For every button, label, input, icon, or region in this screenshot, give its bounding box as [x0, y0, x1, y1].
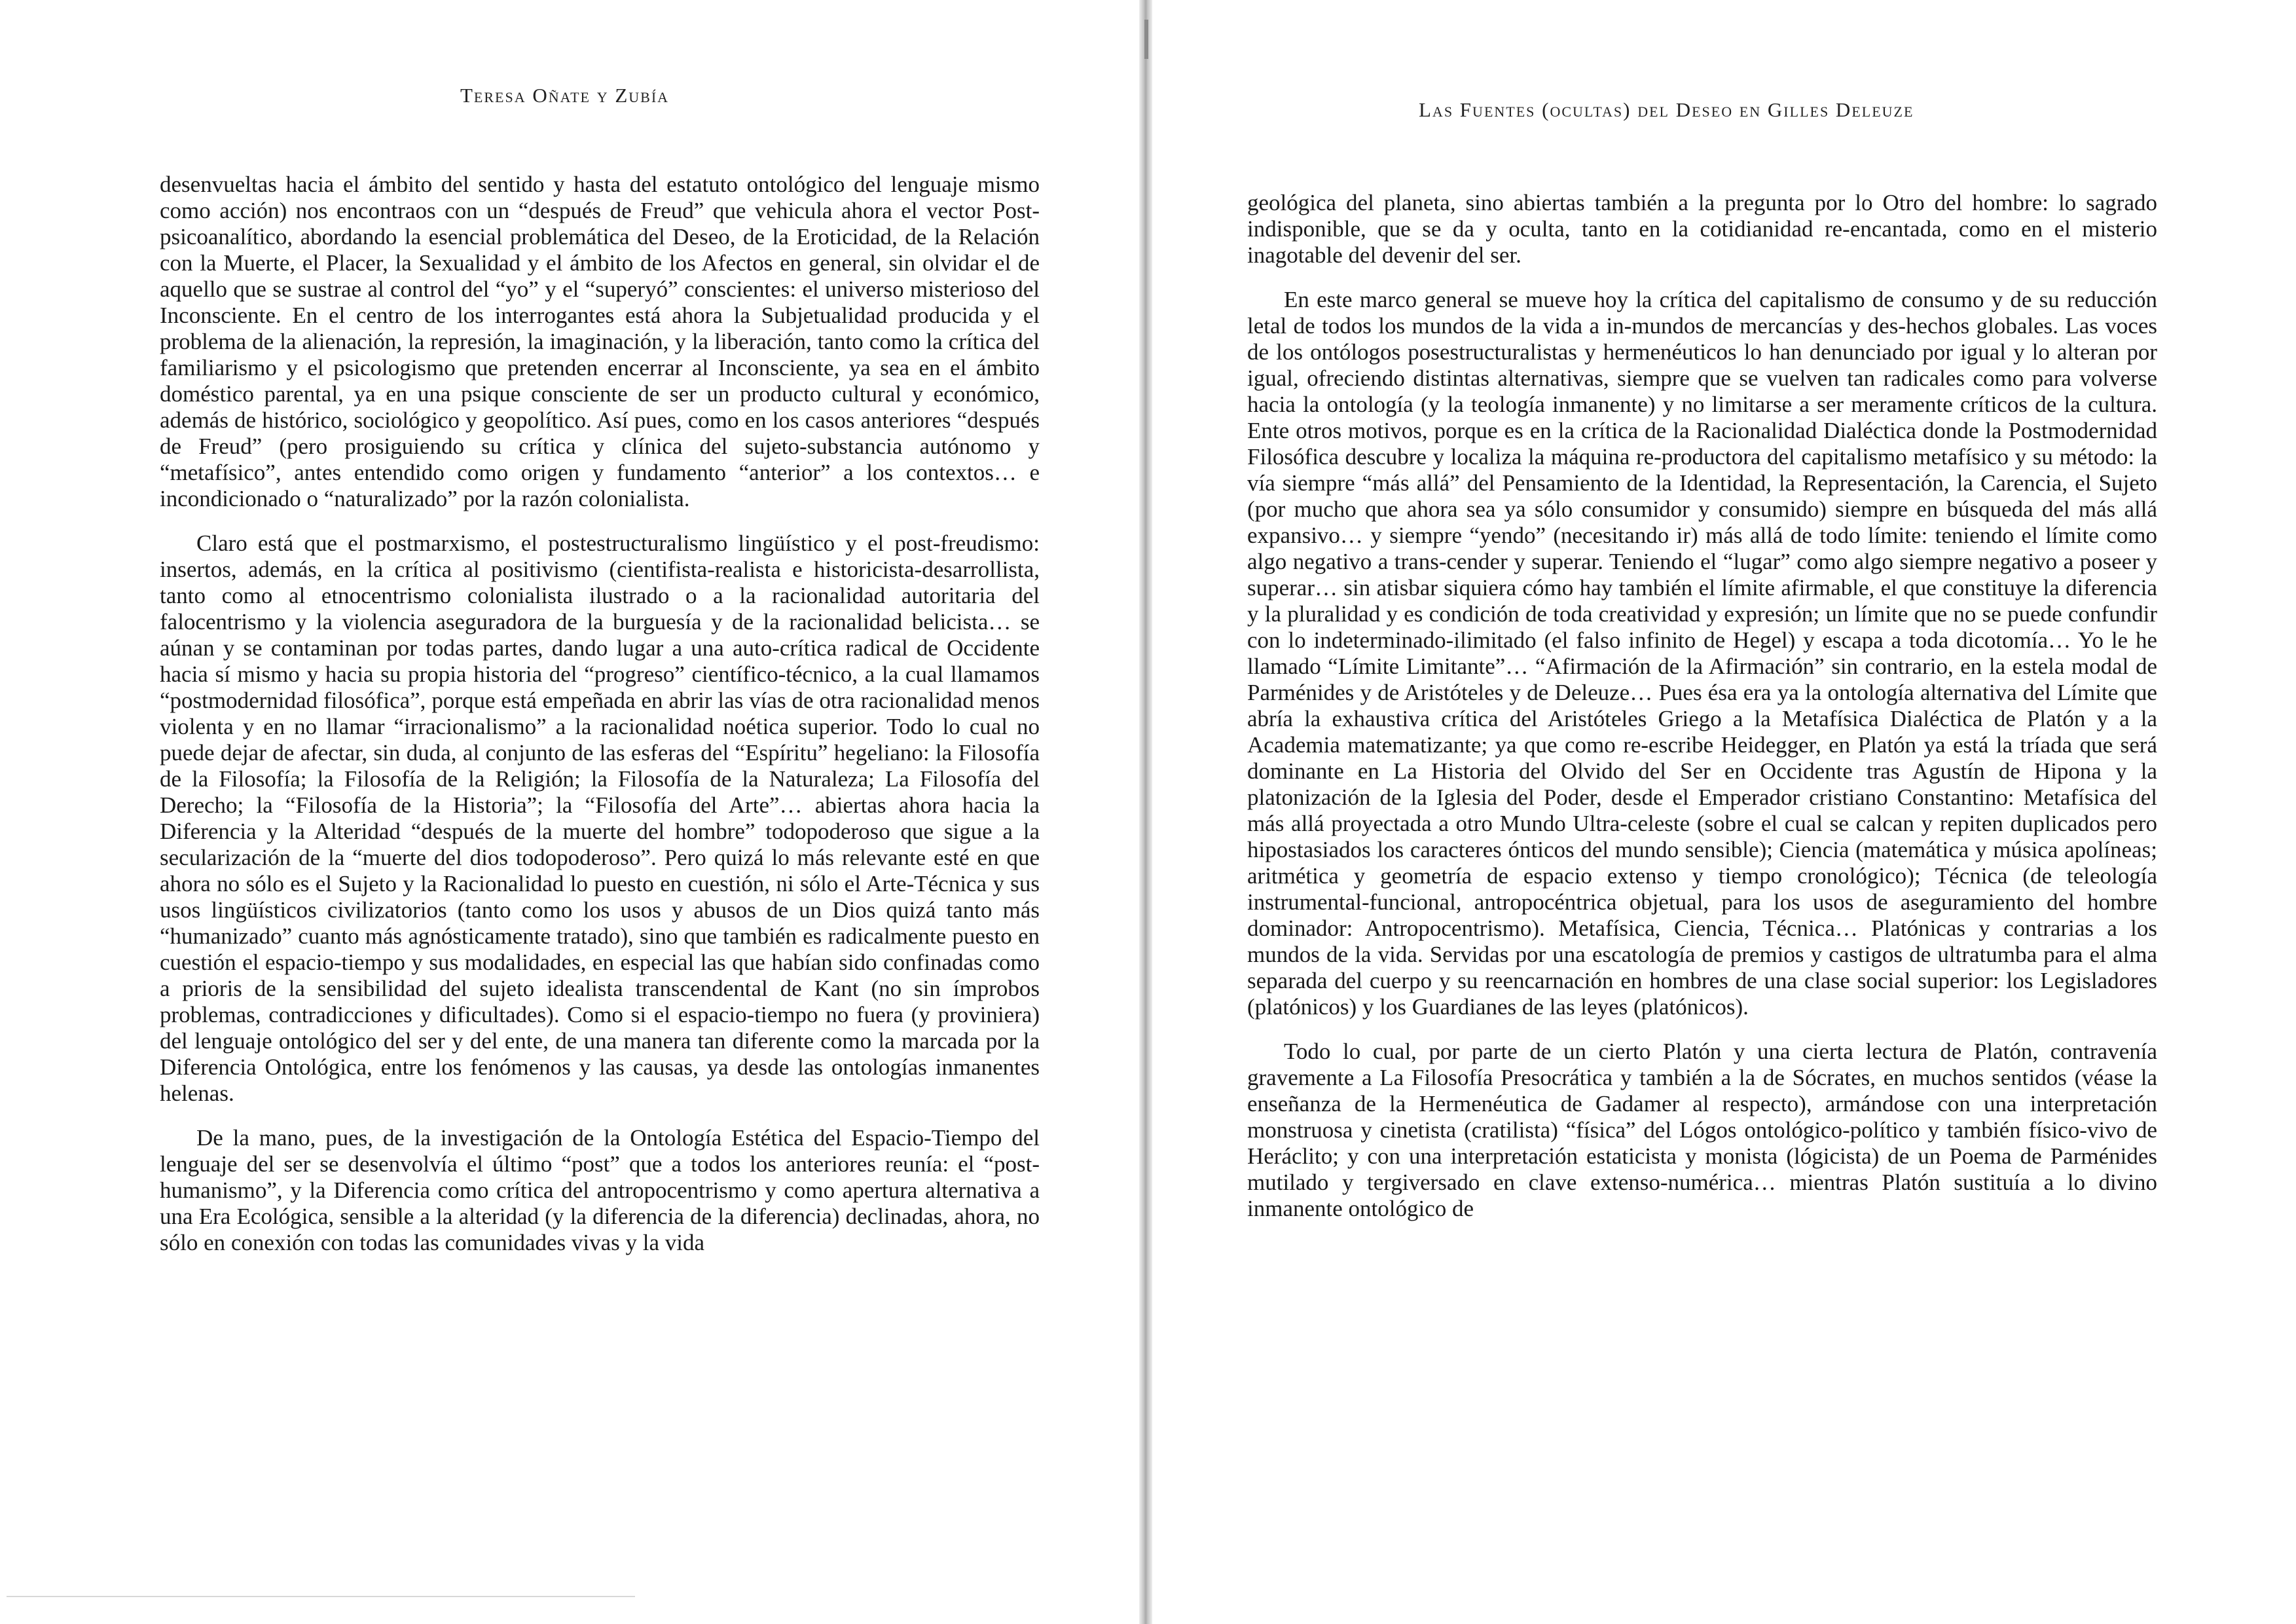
paragraph: geológica del planeta, sino abiertas también a la pregunta por lo Otro del hombre: lo sagrado indisponible, que se da y oculta, tanto en la cotidianidad re-encantada, como en el misterio inagotable del devenir del ser.	[1247, 190, 2157, 268]
running-head-author: Teresa Oñate y Zubía	[460, 84, 670, 107]
scan-edge-line	[7, 1596, 635, 1597]
paragraph: Todo lo cual, por parte de un cierto Platón y una cierta lectura de Platón, contravenía gravemente a La Filosofía Presocrática y también a la de Sócrates, en muchos sentidos (véase la enseñanza de la Hermenéutica de Gadamer al respecto), armándose con una interpretación monstruosa y cinetista (cratilista) “física” del Lógos ontológico-político y también físico-vivo de Heráclito; y con una interpretación estaticista y monista (lógicista) de un Poema de Parménides mutilado y tergiversado en clave extenso-numérica… mientras Platón sustituía a lo divino inmanente ontológico de	[1247, 1039, 2157, 1221]
paragraph: Claro está que el postmarxismo, el postestructuralismo lingüístico y el post-freudismo: insertos, además, en la crítica al positivismo (cientifista-realista e historicista-desarrollista, tanto como al etnocentrismo colonialista ilustrado o a la racionalidad autoritaria del falocentrismo y la violencia aseguradora de la burguesía y de la racionalidad belicista… se aúnan y se contaminan por todas partes, dando lugar a una auto-crítica radical de Occidente hacia sí mismo y hacia su propia historia del “progreso” científico-técnico, a la cual llamamos “postmodernidad filosófica”, porque está empeñada en abrir las vías de otra racionalidad menos violenta y en no llamar “irracionalismo” a la racionalidad noética superior. Todo lo cual no puede dejar de afectar, sin duda, al conjunto de las esferas del “Espíritu” hegeliano: la Filosofía de la Filosofía; la Filosofía de la Religión; la Filosofía de la Naturaleza; La Filosofía del Derecho; la “Filosofía de la Historia”; la “Filosofía del Arte”… abiertas ahora hacia la Diferencia y la Alteridad “después de la muerte del hombre” todopoderoso que sigue a la secularización de la “muerte del dios todopoderoso”. Pero quizá lo más relevante esté en que ahora no sólo es el Sujeto y la Racionalidad lo puesto en cuestión, ni sólo el Arte-Técnica y sus usos lingüísticos civilizatorios (tanto como los usos y abusos de un Dios quizá tanto más “humanizado” cuanto más agnósticamente tratado), sino que también es radicalmente puesto en cuestión el espacio-tiempo y sus modalidades, en especial las que habían sido confinadas como a prioris de la sensibilidad del sujeto idealista transcendental de Kant (no sin ímprobos problemas, contradicciones y dificultades). Como si el espacio-tiempo no fuera (y proviniera) del lenguaje ontológico del ser y del ente, de una manera tan diferente como la marcada por la Diferencia Ontológica, entre los fenómenos y las causas, ya desde las ontologías inmanentes helenas.	[160, 530, 1040, 1106]
paragraph: En este marco general se mueve hoy la crítica del capitalismo de consumo y de su reducción letal de todos los mundos de la vida a in-mundos de mercancías y des-hechos globales. Las voces de los ontólogos posestructuralistas y hermenéuticos lo han denunciado por igual y lo alteran por igual, ofreciendo distintas alternativas, siempre que se vuelven tan radicales como para volverse hacia la ontología (y la teología inmanente) y no limitarse a ser meramente críticos de la cultura. Ente otros motivos, porque es en la crítica de la Racionalidad Dialéctica donde la Postmodernidad Filosófica descubre y localiza la máquina re-productora del capitalismo metafísico y su método: la vía siempre “más allá” del Pensamiento de la Identidad, la Representación, la Carencia, el Sujeto (por mucho que ahora sea ya sólo consumidor y consumido) siempre en búsqueda del más allá expansivo… y siempre “yendo” (necesitando ir) más allá de todo límite: teniendo el límite como algo negativo a trans-cender y superar. Teniendo el “lugar” como algo siempre negativo a poseer y superar… sin atisbar siquiera cómo hay también el límite afirmable, el que constituye la diferencia y la pluralidad y es condición de toda creatividad y expresión; un límite que no se puede confundir con lo indeterminado-ilimitado (el falso infinito de Hegel) y escapa a toda dicotomía… Yo le he llamado “Límite Limitante”… “Afirmación de la Afirmación” sin contrario, en la estela modal de Parménides y de Aristóteles y de Deleuze… Pues ésa era ya la ontología alternativa del Límite que abría la exhaustiva crítica del Aristóteles Griego a la Metafísica Dialéctica de Platón y a la Academia matematizante; ya que como re-escribe Heidegger, en Platón ya está la tríada que será dominante en La Historia del Olvido del Ser en Occidente tras Agustín de Hipona y la platonización de la Iglesia del Poder, desde el Emperador cristiano Constantino: Metafísica del más allá proyectada a otro Mundo Ultra-celeste (sobre el cual se calcan y repiten duplicados pero hipostasiados los caracteres ónticos del mundo sensible); Ciencia (matemática y música apolíneas; aritmética y geometría de espacio extenso y tiempo cronológico); Técnica (de teleología instrumental-funcional, antropocéntrica objetual, para los usos de aseguramiento del hombre dominador: Antropocentrismo). Metafísica, Ciencia, Técnica… Platónicas y contrarias a los mundos de la vida. Servidas por una escatología de premios y castigos de ultratumba para el alma separada del cuerpo y su reencarnación en hombres de una clase social superior: los Legisladores (platónicos) y los Guardianes de las leyes (platónicos).	[1247, 287, 2157, 1020]
left-page	[0, 0, 1139, 1624]
running-head-title: Las Fuentes (ocultas) del Deseo en Gilles Deleuze	[1419, 98, 1914, 121]
gutter-shadow	[1144, 20, 1148, 59]
paragraph: De la mano, pues, de la investigación de la Ontología Estética del Espacio-Tiempo del lenguaje del ser se desenvolvía el último “post” que a todos los anteriores reunía: el “post-humanismo”, y la Diferencia como crítica del antropocentrismo y como apertura alternativa a una Era Ecológica, sensible a la alteridad (y la diferencia de la diferencia) declinadas, ahora, no sólo en conexión con todas las comunidades vivas y la vida	[160, 1125, 1040, 1255]
book-gutter	[1139, 0, 1152, 1624]
right-page-body	[1247, 190, 2157, 1240]
paragraph: desenvueltas hacia el ámbito del sentido y hasta del estatuto ontológico del lenguaje mismo como acción) nos encontraos con un “después de Freud” que vehicula ahora el vector Post-psicoanalítico, abordando la esencial problemática del Deseo, de la Eroticidad, de la Relación con la Muerte, el Placer, la Sexualidad y el ámbito de los Afectos en general, sin olvidar el de aquello que se sustrae al control del “yo” y el “superyó” conscientes: el universo misterioso del Inconsciente. En el centro de los interrogantes está ahora la Subjetualidad producida y el problema de la alienación, la represión, la imaginación, y la liberación, tanto como la crítica del familiarismo y el psicologismo que pretenden encerrar al Inconsciente, ya sea en el ámbito doméstico parental, ya en una psique consciente de ser un producto cultural y económico, además de histórico, sociológico y geopolítico. Así pues, como en los casos anteriores “después de Freud” (pero prosiguiendo su crítica y clínica del sujeto-substancia autónomo y “metafísico”, antes entendido como origen y fundamento “anterior” a los contextos… e incondicionado o “naturalizado” por la razón colonialista.	[160, 172, 1040, 511]
right-page	[1152, 0, 2296, 1624]
left-page-body	[160, 172, 1040, 1274]
